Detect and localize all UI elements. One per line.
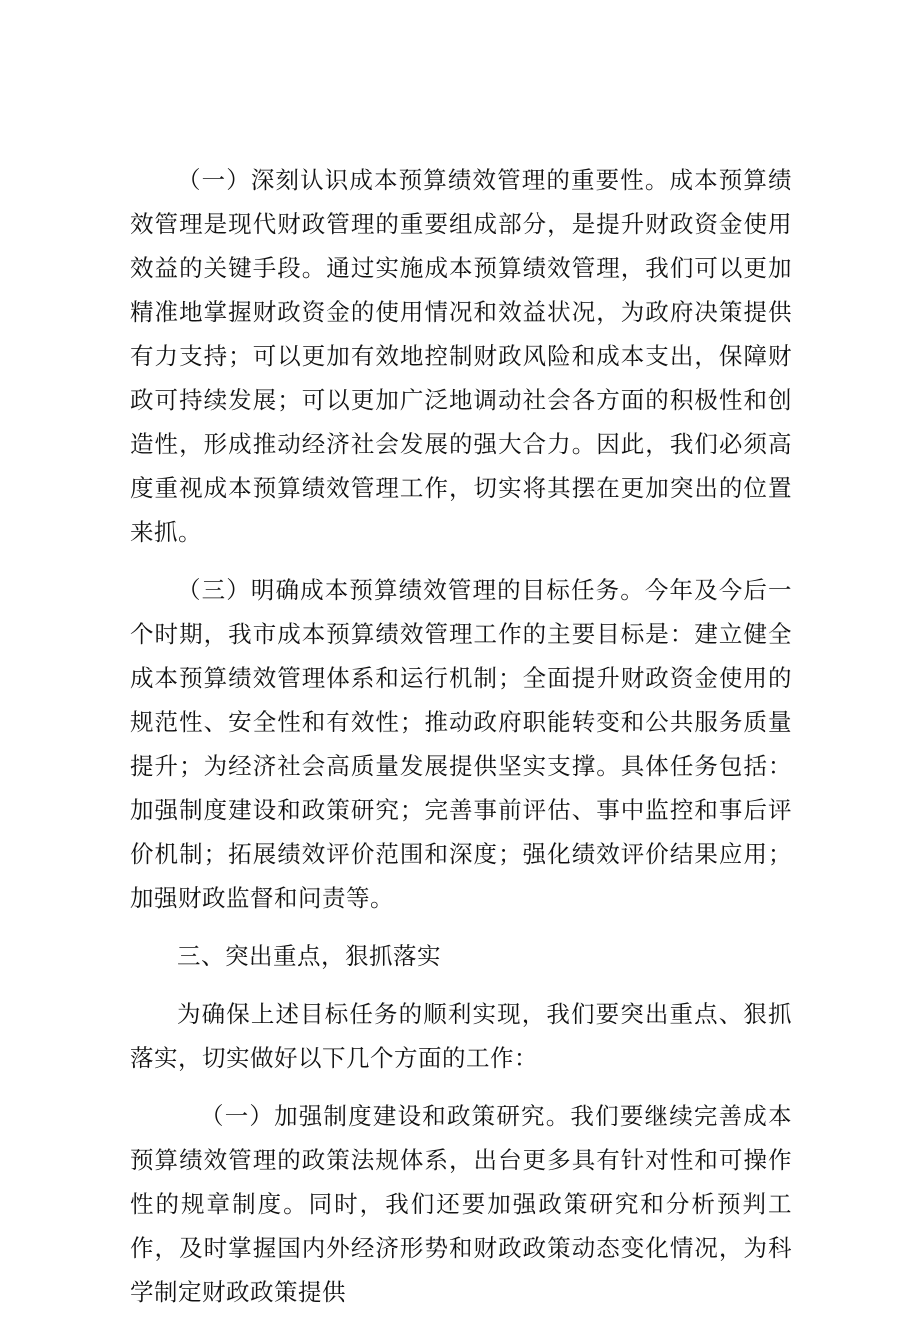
paragraph-intro-work: 为确保上述目标任务的顺利实现，我们要突出重点、狠抓落实，切实做好以下几个方面的工作： bbox=[130, 1000, 792, 1072]
paragraph-institution-building: （一）加强制度建设和政策研究。我们要继续完善成本预算绩效管理的政策法规体系，出台更多具有针对性和可操作性的规章制度。同时，我们还要加强政策研究和分析预判工作，及时掌握国内外经济形势和财政政策动态变化情况，为科学制定财政政策提供 bbox=[130, 1102, 792, 1306]
section-heading-three: 三、突出重点，狠抓落实 bbox=[177, 942, 441, 970]
paragraph-importance: （一）深刻认识成本预算绩效管理的重要性。成本预算绩效管理是现代财政管理的重要组成部分，是提升财政资金使用效益的关键手段。通过实施成本预算绩效管理，我们可以更加精准地掌握财政资金的使用情况和效益状况，为政府决策提供有力支持；可以更加有效地控制财政风险和成本支出，保障财政可持续发展；可以更加广泛地调动社会各方面的积极性和创造性，形成推动经济社会发展的强大合力。因此，我们必须高度重视成本预算绩效管理工作，切实将其摆在更加突出的位置来抓。 bbox=[130, 166, 792, 546]
document-body bbox=[130, 158, 792, 1328]
paragraph-goals-tasks: （三）明确成本预算绩效管理的目标任务。今年及今后一个时期，我市成本预算绩效管理工作的主要目标是：建立健全成本预算绩效管理体系和运行机制；全面提升财政资金使用的规范性、安全性和有效性；推动政府职能转变和公共服务质量提升；为经济社会高质量发展提供坚实支撑。具体任务包括：加强制度建设和政策研究；完善事前评估、事中监控和事后评价机制；拓展绩效评价范围和深度；强化绩效评价结果应用；加强财政监督和问责等。 bbox=[130, 576, 792, 912]
